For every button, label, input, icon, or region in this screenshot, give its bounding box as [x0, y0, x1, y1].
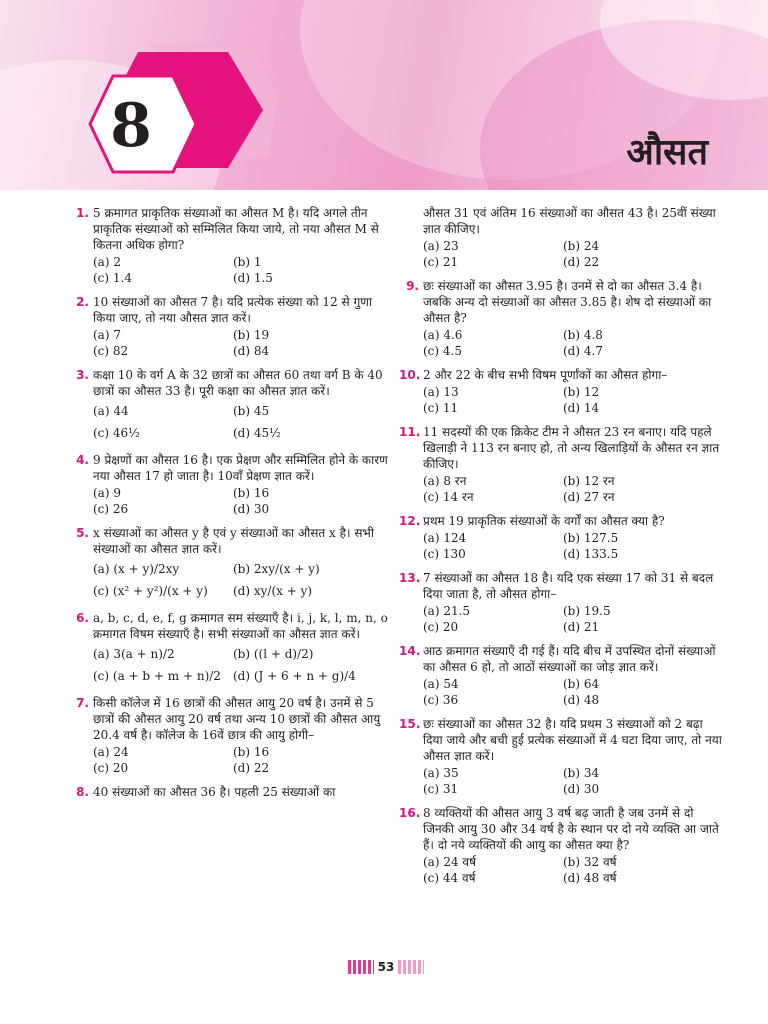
question-text: औसत 31 एवं अंतिम 16 संख्याओं का औसत 43 है। 25वीं संख्या ज्ञात कीजिए।	[423, 206, 716, 236]
option: (d) 48	[563, 693, 600, 707]
option: (a) 24	[93, 745, 129, 759]
question-text: a, b, c, d, e, f, g क्रमागत सम संख्याएँ है। i, j, k, l, m, n, o क्रमागत विषम संख्याएँ है। सभी संख्याओं का औसत ज्ञात करें।	[93, 611, 388, 641]
option: (c) (a + b + m + n)/2	[93, 669, 221, 683]
option: (c) 4.5	[423, 344, 462, 358]
options	[93, 744, 393, 776]
footer-stripes-decoration	[348, 960, 374, 974]
question-item	[75, 525, 393, 602]
option: (b) 4.8	[563, 328, 603, 342]
option: (b) 16	[233, 486, 270, 500]
options	[423, 765, 723, 797]
question-text: 10 संख्याओं का औसत 7 है। यदि प्रत्येक संख्या को 12 से गुणा किया जाए, तो नया औसत ज्ञात करें।	[93, 295, 372, 325]
option: (c) 44 वर्ष	[423, 871, 476, 885]
question-number: 14.	[399, 644, 421, 658]
option: (c) (x² + y²)/(x + y)	[93, 584, 208, 598]
question-text: 7 संख्याओं का औसत 18 है। यदि एक संख्या 17 को 31 से बदल दिया जाता है, तो औसत होगा–	[423, 571, 714, 601]
option: (a) 35	[423, 766, 459, 780]
options	[93, 485, 393, 517]
option: (d) 84	[233, 344, 270, 358]
option: (a) 7	[93, 328, 121, 342]
question-number: 16.	[399, 806, 421, 820]
option: (d) 14	[563, 401, 600, 415]
question-number: 2.	[76, 295, 89, 309]
option: (b) 1	[233, 255, 262, 269]
question-item	[399, 513, 723, 562]
question-text: x संख्याओं का औसत y है एवं y संख्याओं का औसत x है। सभी संख्याओं का औसत ज्ञात करें।	[93, 526, 374, 556]
option: (a) 24 वर्ष	[423, 855, 477, 869]
option: (b) 19.5	[563, 604, 611, 618]
question-number: 11.	[399, 425, 421, 439]
left-column	[75, 205, 393, 808]
options	[423, 473, 723, 505]
question-number: 3.	[76, 368, 89, 382]
option: (a) 54	[423, 677, 459, 691]
option: (d) 133.5	[563, 547, 619, 561]
question-number: 7.	[76, 696, 89, 710]
question-item	[399, 570, 723, 635]
option: (d) 45½	[233, 426, 281, 440]
option: (b) 12 रन	[563, 474, 615, 488]
option: (d) 48 वर्ष	[563, 871, 617, 885]
option: (c) 20	[423, 620, 459, 634]
question-item	[75, 367, 393, 444]
question-item	[399, 424, 723, 505]
option: (d) 21	[563, 620, 600, 634]
option: (d) 30	[563, 782, 600, 796]
option: (d) 4.7	[563, 344, 603, 358]
question-item	[75, 784, 393, 800]
option: (b) 24	[563, 239, 600, 253]
option: (d) 1.5	[233, 271, 273, 285]
question-item	[405, 278, 723, 359]
question-text: कक्षा 10 के वर्ग A के 32 छात्रों का औसत 60 तथा वर्ग B के 40 छात्रों का औसत 33 है। पूरी कक्षा का औसत ज्ञात करें।	[93, 368, 383, 398]
option: (a) 4.6	[423, 328, 463, 342]
option: (c) 36	[423, 693, 459, 707]
option: (a) 9	[93, 486, 121, 500]
options	[93, 327, 393, 359]
options	[423, 854, 723, 886]
question-number: 13.	[399, 571, 421, 585]
question-text: प्रथम 19 प्राकृतिक संख्याओं के वर्गों का औसत क्या है?	[423, 514, 665, 528]
option: (b) 45	[233, 404, 270, 418]
option: (c) 14 रन	[423, 490, 474, 504]
question-item	[75, 610, 393, 687]
options	[423, 530, 723, 562]
option: (c) 1.4	[93, 271, 132, 285]
option: (c) 11	[423, 401, 459, 415]
option: (a) (x + y)/2xy	[93, 562, 180, 576]
question-text: 40 संख्याओं का औसत 36 है। पहली 25 संख्याओं का	[93, 785, 336, 799]
question-number: 9.	[406, 279, 419, 293]
question-text: आठ क्रमागत संख्याएँ दी गई हैं। यदि बीच में उपस्थित दोनों संख्याओं का औसत 6 हो, तो आठों संख्याओं का जोड़ ज्ञात करें।	[423, 644, 716, 674]
option: (a) 2	[93, 255, 121, 269]
question-item	[399, 716, 723, 797]
question-item	[75, 452, 393, 517]
question-item	[75, 294, 393, 359]
question-item	[399, 643, 723, 708]
options	[423, 676, 723, 708]
page-number: 53	[377, 960, 395, 974]
option: (c) 26	[93, 502, 129, 516]
option: (a) 44	[93, 404, 129, 418]
question-number: 5.	[76, 526, 89, 540]
question-text: छः संख्याओं का औसत 32 है। यदि प्रथम 3 संख्याओं को 2 बढ़ा दिया जाये और बची हुई प्रत्येक संख्याओं में 4 घटा दिया जाए, तो नया औसत ज्ञात करें।	[423, 717, 722, 763]
option: (b) 12	[563, 385, 600, 399]
option: (c) 21	[423, 255, 459, 269]
options	[423, 603, 723, 635]
options	[93, 400, 393, 444]
question-item	[405, 205, 723, 270]
option: (c) 31	[423, 782, 459, 796]
option: (b) 32 वर्ष	[563, 855, 617, 869]
question-item	[399, 805, 723, 886]
option: (b) ((l + d)/2)	[233, 647, 314, 661]
option: (c) 130	[423, 547, 466, 561]
option: (d) 27 रन	[563, 490, 615, 504]
question-text: 2 और 22 के बीच सभी विषम पूर्णांकों का औसत होगा–	[423, 368, 668, 382]
question-number: 15.	[399, 717, 421, 731]
chapter-number: 8	[110, 91, 152, 161]
options	[93, 254, 393, 286]
option: (a) 13	[423, 385, 459, 399]
option: (d) 22	[563, 255, 600, 269]
option: (c) 82	[93, 344, 129, 358]
option: (b) 19	[233, 328, 270, 342]
chapter-banner	[0, 0, 768, 190]
option: (c) 20	[93, 761, 129, 775]
question-number: 4.	[76, 453, 89, 467]
question-number: 1.	[76, 206, 89, 220]
option: (b) 2xy/(x + y)	[233, 562, 320, 576]
option: (d) 22	[233, 761, 270, 775]
options	[423, 384, 723, 416]
option: (b) 34	[563, 766, 600, 780]
options	[423, 238, 723, 270]
question-item	[75, 205, 393, 286]
option: (d) 30	[233, 502, 270, 516]
question-text: 8 व्यक्तियों की औसत आयु 3 वर्ष बढ़ जाती है जब उनमें से दो जिनकी आयु 30 और 34 वर्ष है के स्थान पर दो नये व्यक्ति आ जाते हैं। दो नये व्यक्तियों की आयु का औसत क्या है?	[423, 806, 719, 852]
question-item	[75, 695, 393, 776]
question-number: 12.	[399, 514, 421, 528]
question-item	[399, 367, 723, 416]
option: (a) 8 रन	[423, 474, 467, 488]
question-text: छः संख्याओं का औसत 3.95 है। उनमें से दो का औसत 3.4 है। जबकि अन्य दो संख्याओं का औसत 3.85 है। शेष दो संख्याओं का औसत है?	[423, 279, 712, 325]
options	[93, 643, 393, 687]
question-text: 5 क्रमागत प्राकृतिक संख्याओं का औसत M है। यदि अगले तीन प्राकृतिक संख्याओं को सम्मिलित किया जाये, तो नया औसत M से कितना अधिक होगा?	[93, 206, 379, 252]
options	[423, 327, 723, 359]
option: (a) 3(a + n)/2	[93, 647, 175, 661]
footer-stripes-decoration	[398, 960, 424, 974]
options	[93, 558, 393, 602]
question-text: 9 प्रेक्षणों का औसत 16 है। एक प्रेक्षण और सम्मिलित होने के कारण नया औसत 17 हो जाता है। 10वाँ प्रेक्षण ज्ञात करें।	[93, 453, 388, 483]
option: (b) 16	[233, 745, 270, 759]
option: (c) 46½	[93, 426, 140, 440]
right-column	[399, 205, 723, 894]
question-number: 10.	[399, 368, 421, 382]
chapter-title: औसत	[626, 131, 708, 173]
question-number: 6.	[76, 611, 89, 625]
option: (b) 127.5	[563, 531, 619, 545]
option: (a) 124	[423, 531, 467, 545]
question-number: 8.	[76, 785, 89, 799]
option: (b) 64	[563, 677, 600, 691]
page-footer	[0, 958, 768, 976]
option: (a) 23	[423, 239, 459, 253]
option: (d) (J + 6 + n + g)/4	[233, 669, 356, 683]
option: (a) 21.5	[423, 604, 471, 618]
question-text: 11 सदस्यों की एक क्रिकेट टीम ने औसत 23 रन बनाए। यदि पहले खिलाड़ी ने 113 रन बनाए हो, तो अन्य खिलाड़ियों के औसत रन ज्ञात कीजिए।	[423, 425, 720, 471]
question-text: किसी कॉलेज में 16 छात्रों की औसत आयु 20 वर्ष है। उनमें से 5 छात्रों की औसत आयु 20 वर्ष तथा अन्य 10 छात्रों की औसत आयु 20.4 वर्ष है। कॉलेज के 16वें छात्र की आयु होगी–	[93, 696, 381, 742]
option: (d) xy/(x + y)	[233, 584, 313, 598]
